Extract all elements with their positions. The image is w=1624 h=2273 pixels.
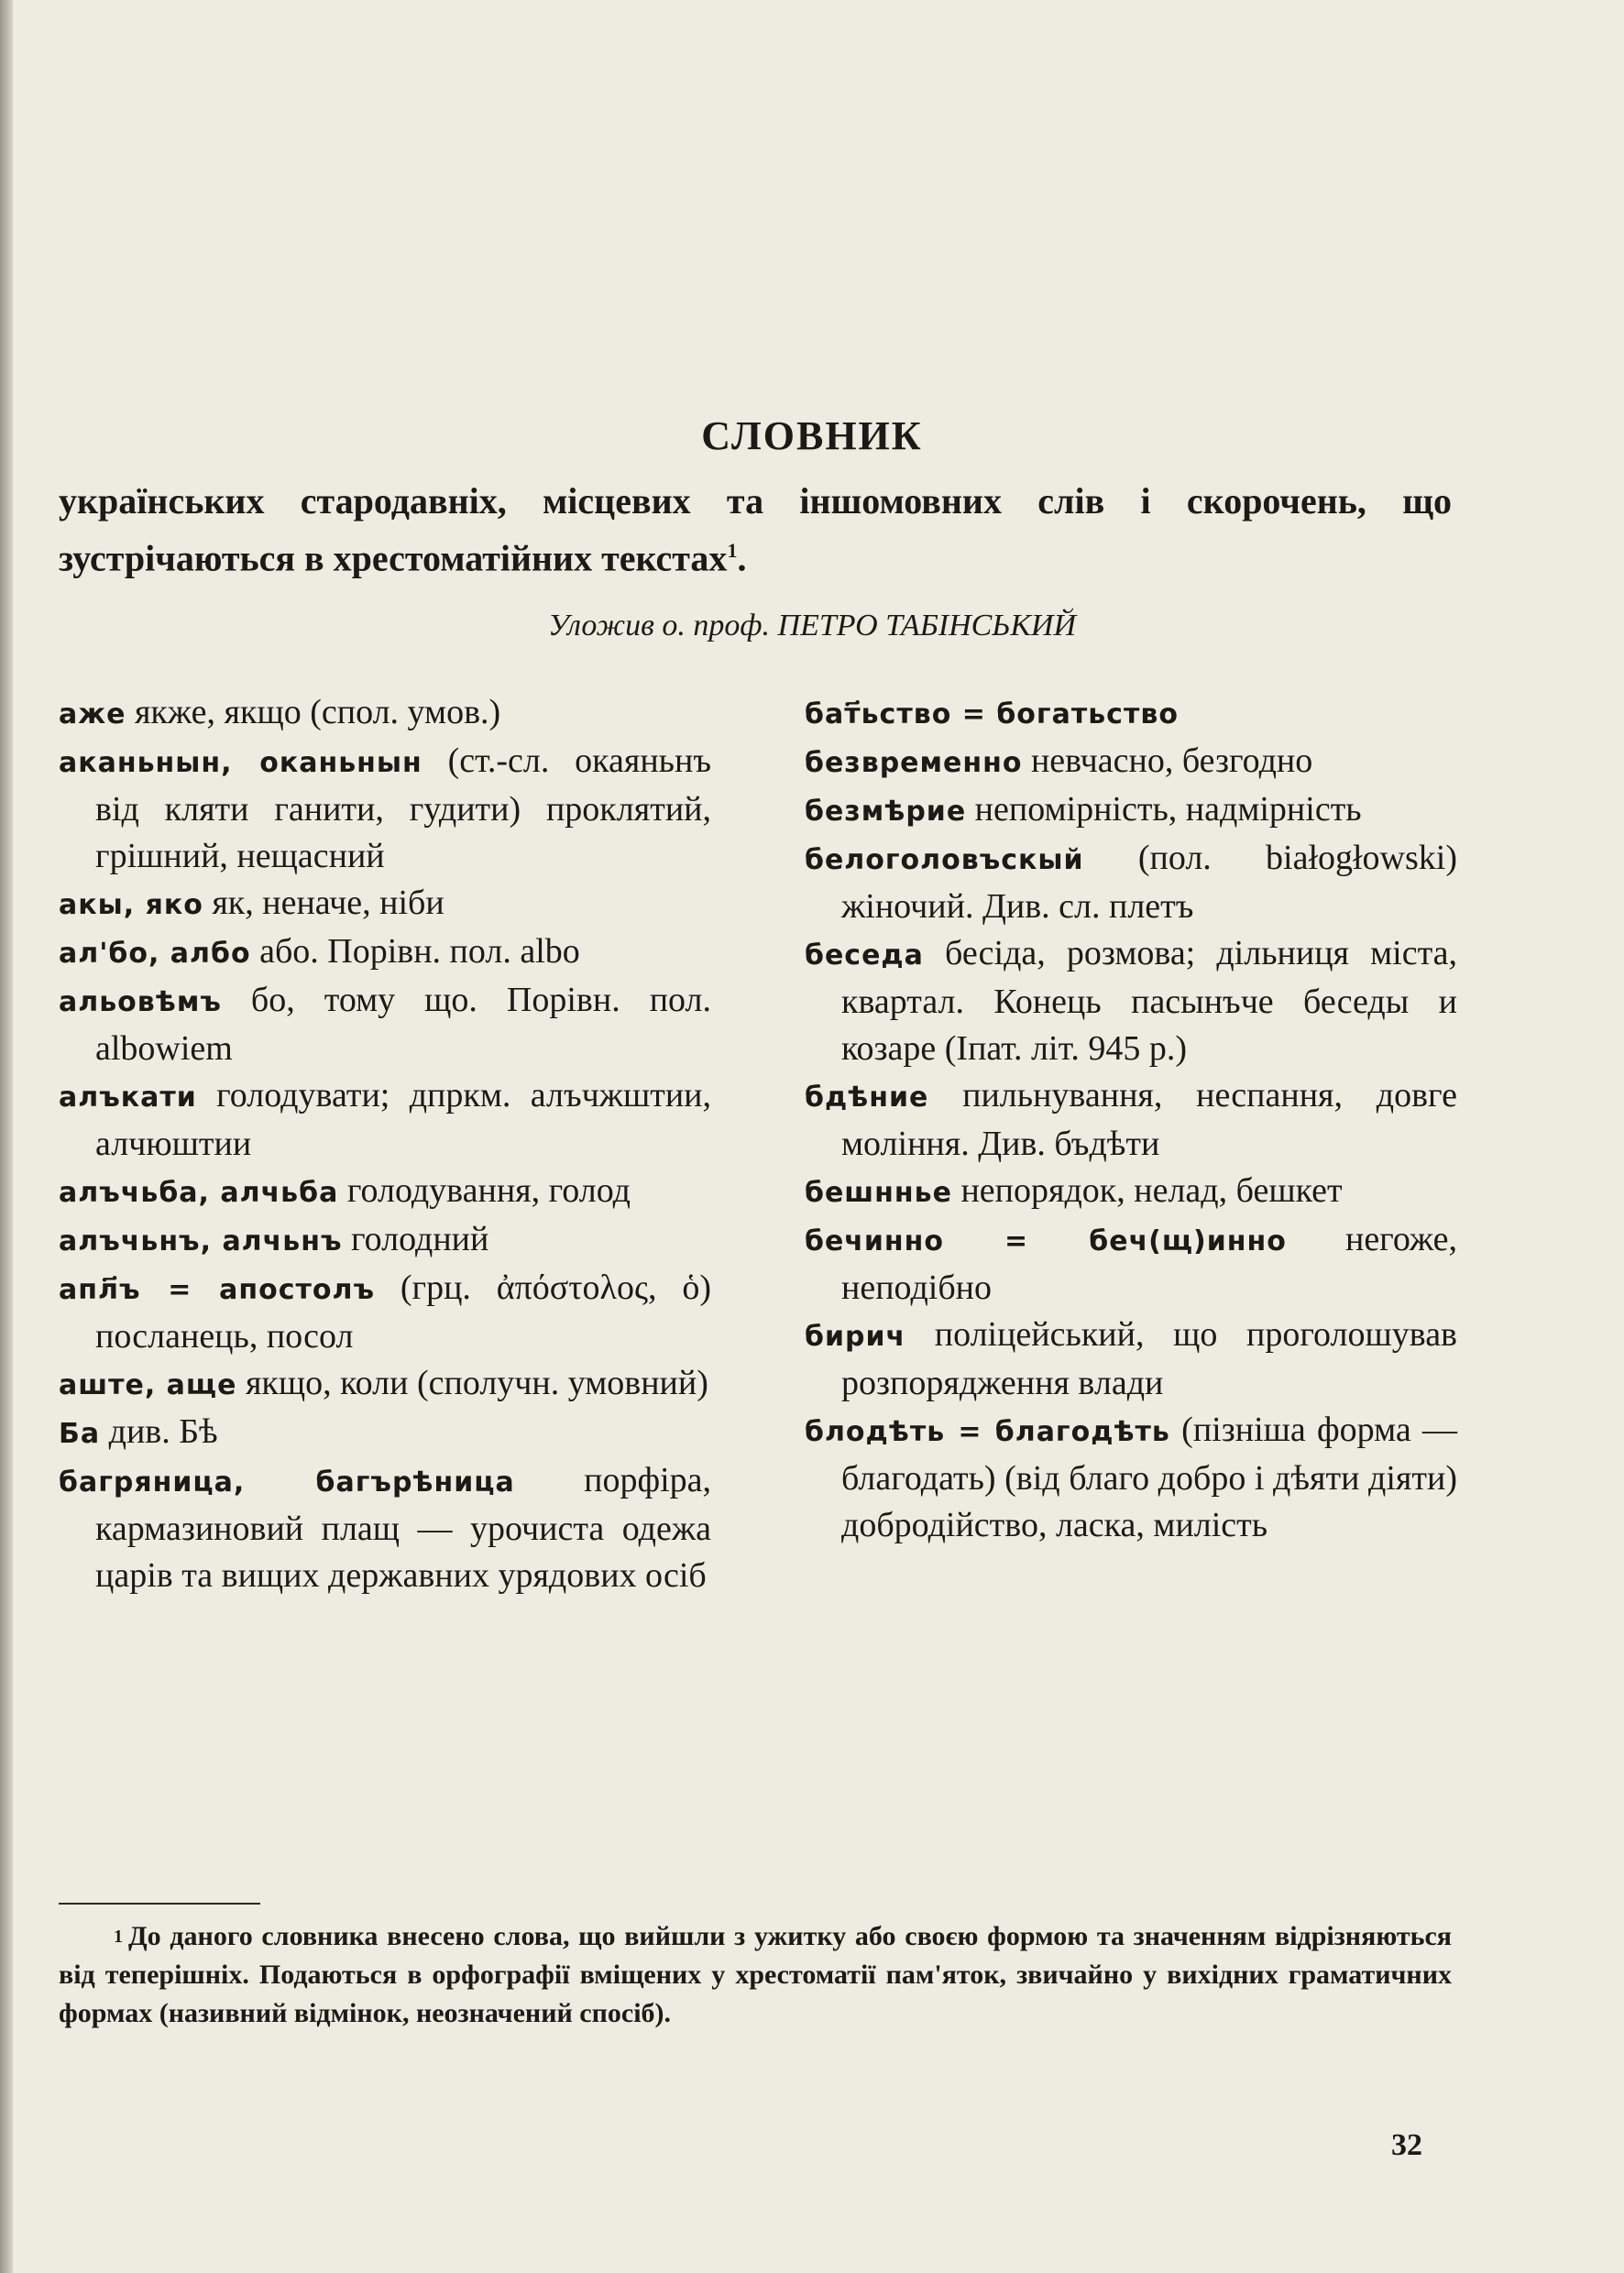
footnote-text: До даного словника внесено слова, що вийшли з ужитку або своєю формою та значенням відрізняються від теперішніх. Подаються в орфографії вміщених у хрестоматії пам'яток, звичайно у вихідних граматичних формах (називний відмінок, неозначений спосіб). [59,1921,1452,2028]
headword: Ба [59,1418,101,1450]
headword: беседа [805,939,924,972]
headword: алъчьба, алчьба [59,1177,339,1209]
dictionary-entry [59,977,711,1072]
definition: негоже, неподібно [841,1220,1457,1307]
definition: (пізніша форма — благодать) (від благо добро і дѣяти діяти) добродійство, ласка, милість [841,1411,1458,1544]
dictionary-entry [59,1409,711,1457]
headword: алъкати [59,1082,197,1114]
definition: голодувати; дпркм. алъчжштии, алчюштии [95,1076,712,1163]
definition: якщо, коли (сполучн. умовний) [245,1364,708,1402]
definition: пильнування, неспання, довге моління. Див. бъдѣти [841,1076,1457,1163]
definition: голодування, голод [346,1171,631,1210]
headword: бирич [805,1321,906,1353]
headword: блодѣть = благодѣть [805,1416,1170,1448]
headword: алъчьнъ, алчьнъ [59,1225,343,1257]
definition: непорядок, нелад, бешкет [960,1171,1343,1210]
definition: поліцейський, що проголошував розпорядження влади [841,1315,1458,1402]
dictionary-column-right [805,689,1457,1549]
definition: бесіда, розмова; дільниця міста, квартал. Конець пасынъче беседы и козаре (Іпат. літ. 945 р.) [841,934,1458,1068]
headword: ал'бо, албо [59,938,251,970]
headword: багряница, багърѣница [59,1466,515,1499]
dictionary-entry [805,1312,1457,1407]
headword: апл҃ъ = апостолъ [59,1274,376,1306]
footnote-divider [59,1903,260,1905]
page-subtitle: українських стародавніх, місцевих та іншомовних слів і скорочень, що зустрічаються в хрестоматійних текстах$^1$. [59,480,1452,579]
headword: аже [59,698,126,730]
definition: невчасно, безгодно [1030,741,1313,780]
page-title: СЛОВНИК [701,413,923,458]
dictionary-entry [805,786,1457,835]
dictionary-entry [805,1072,1457,1168]
dictionary-entry [59,1168,711,1216]
dictionary-entry [805,835,1457,930]
dictionary-entry [59,1216,711,1265]
definition: (грц. ἀπόστολος, ὁ) посланець, посол [95,1268,711,1356]
page-edge [0,0,13,2273]
footnote-mark: 1 [114,1927,123,1947]
definition: бо, тому що. Порівн. пол. albowiem [95,981,711,1068]
dictionary-entry [59,1265,711,1360]
dictionary-entry [59,738,711,880]
headword: альовѣмъ [59,986,222,1018]
definition: або. Порівн. пол. albo [259,932,580,971]
dictionary-entry [805,689,1457,738]
dictionary-column-left [59,689,711,1599]
headword: бечинно = беч(щ)инно [805,1225,1287,1257]
headword: бдѣние [805,1082,929,1114]
dictionary-entry [805,738,1457,786]
subtitle-text: українських стародавніх, місцевих та іншомовних слів і скорочень, що зустрічаються в хрестоматійних текстах [59,480,1452,579]
definition: непомірність, надмірність [974,790,1362,829]
dictionary-entry [805,1407,1457,1549]
dictionary-entry [59,1457,711,1599]
dictionary-entry [805,1216,1457,1312]
footnote [59,1917,1452,2033]
page-number: 32 [1391,2128,1422,2162]
headword: бешннье [805,1177,952,1209]
definition: якже, якщо (спол. умов.) [134,693,501,731]
dictionary-entry [59,689,711,738]
dictionary-entry [59,1072,711,1168]
headword: аканьнын, оканьнын [59,747,422,779]
dictionary-entry [59,880,711,928]
definition: як, неначе, ніби [212,884,444,922]
headword: аште, аще [59,1369,237,1401]
dictionary-entry [805,930,1457,1072]
compiler-line: Уложив о. проф. ПЕТРО ТАБІНСЬКИЙ [547,609,1077,642]
definition: (пол. białogłowski) жіночий. Див. сл. плетъ [841,839,1458,926]
headword: безвременно [805,747,1023,779]
headword: безмѣрие [805,796,967,828]
definition: голодний [351,1220,489,1258]
headword: акы, яко [59,889,203,921]
definition: порфіра, кармазиновий плащ — урочиста одежа царів та вищих державних урядових осіб [95,1461,711,1595]
dictionary-entry [805,1168,1457,1216]
dictionary-entry [59,928,711,977]
headword: белоголовъскый [805,844,1084,876]
headword: бат҃ьство = богатьство [805,698,1179,730]
definition: (ст.-сл. окаяньнъ від кляти ганити, гудити) проклятий, грішний, нещасний [95,741,711,875]
dictionary-entry [59,1360,711,1409]
definition: див. Бѣ [108,1412,218,1451]
footnote-reference: 1 [727,539,738,562]
